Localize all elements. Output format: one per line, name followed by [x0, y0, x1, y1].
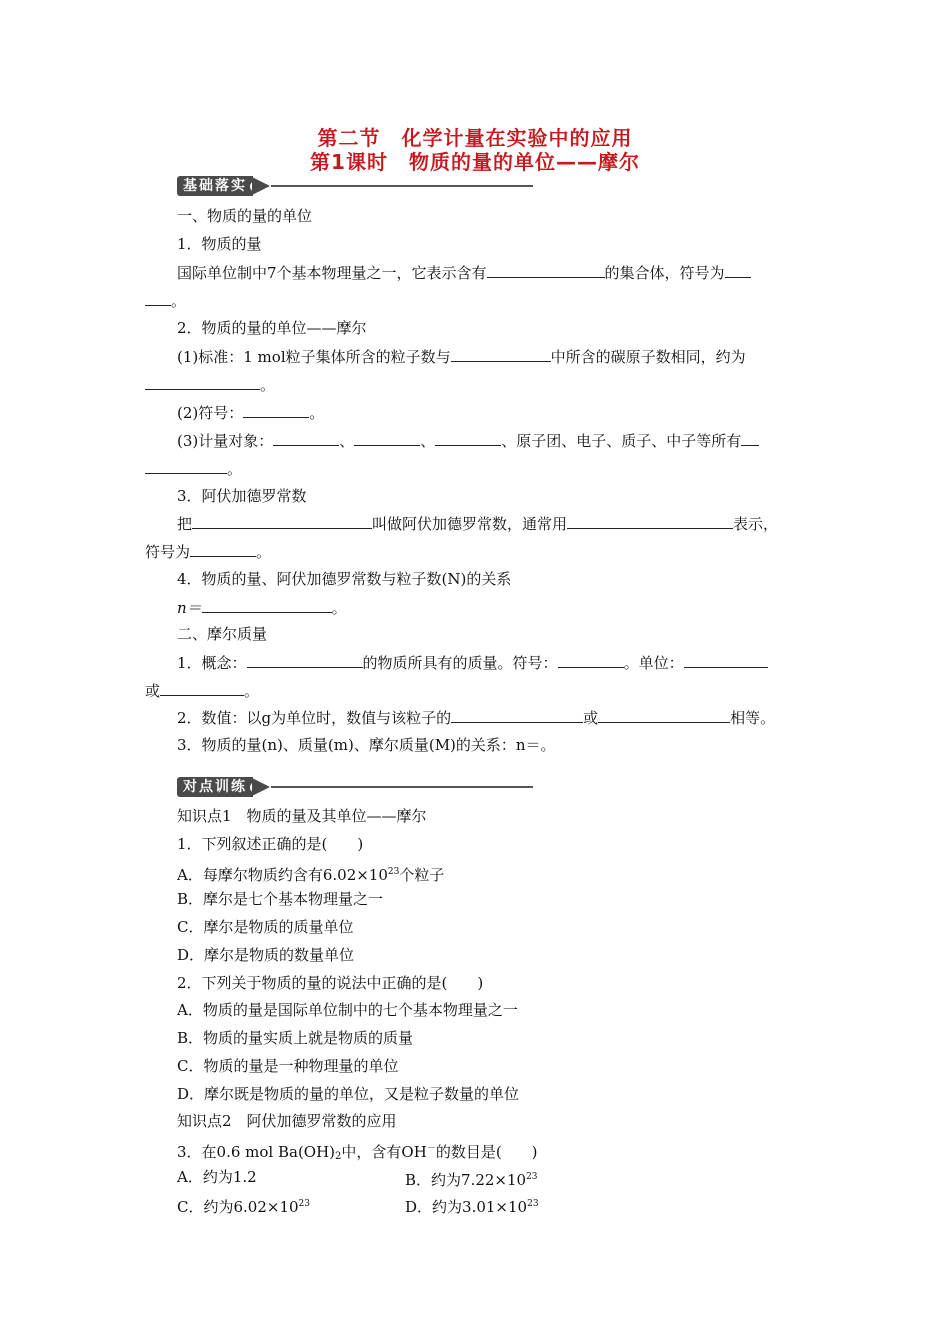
option[interactable]: D．摩尔既是物质的量的单位，又是粒子数量的单位 [177, 1085, 520, 1103]
section-divider [271, 786, 533, 788]
text: D．约为3.01×10 [405, 1198, 528, 1216]
fill-blank[interactable] [190, 541, 256, 557]
fill-blank[interactable] [202, 597, 332, 613]
text: 的数目是( ) [435, 1143, 538, 1161]
knowledge-point: 知识点1 物质的量及其单位——摩尔 [177, 807, 427, 825]
text: 或 [583, 709, 599, 727]
text: 的集合体，符号为 [604, 264, 725, 282]
superscript: 23 [527, 1199, 539, 1209]
text-line [177, 652, 768, 673]
section-label: 基础落实 [177, 176, 253, 196]
fill-blank[interactable] [558, 652, 624, 668]
text: 国际单位制中7个基本物理量之一，它表示含有 [177, 264, 487, 282]
fill-blank[interactable] [451, 346, 551, 362]
text: 中所含的碳原子数相同，约为 [550, 348, 746, 366]
text: (1)标准：1 mol粒子集体所含的粒子数与 [177, 348, 451, 366]
text-line: 3．物质的量(n)、质量(m)、摩尔质量(M)的关系：n＝。 [177, 736, 556, 754]
subheading: 2．物质的量的单位——摩尔 [177, 319, 367, 337]
text: 个粒子 [399, 866, 445, 884]
section-header-practice [177, 777, 533, 797]
text: 相等。 [730, 709, 776, 727]
text-line [145, 290, 186, 311]
section-title: 第二节 化学计量在实验中的应用 [317, 126, 633, 150]
text: C．约为6.02×10 [177, 1198, 299, 1216]
text: 、 [339, 432, 355, 450]
option[interactable]: D．摩尔是物质的数量单位 [177, 946, 355, 964]
text: 。单位： [623, 654, 684, 672]
text: 2．数值：以g为单位时，数值与该粒子的 [177, 709, 452, 727]
lesson-title: 第1课时 物质的量的单位——摩尔 [310, 150, 640, 174]
formula-line [177, 597, 347, 618]
text: 叫做阿伏加德罗常数，通常用 [372, 515, 568, 533]
text: 1．概念： [177, 654, 247, 672]
text-line [145, 374, 275, 395]
fill-blank[interactable] [145, 290, 171, 306]
fill-blank[interactable] [145, 458, 227, 474]
text: 。 [171, 292, 187, 310]
option[interactable]: A．约为1.2 [177, 1168, 257, 1186]
text-line [145, 680, 259, 701]
text: 。 [227, 460, 243, 478]
fill-blank[interactable] [192, 513, 372, 529]
question: 2．下列关于物质的量的说法中正确的是( ) [177, 974, 484, 992]
subheading: 3．阿伏加德罗常数 [177, 487, 307, 505]
text: 表示， [733, 515, 779, 533]
fill-blank[interactable] [487, 262, 605, 278]
text: A．每摩尔物质约含有6.02×10 [177, 866, 388, 884]
fill-blank[interactable] [435, 430, 501, 446]
question: 1．下列叙述正确的是( ) [177, 835, 364, 853]
section-tail-shape [252, 778, 270, 796]
superscript: 23 [526, 1172, 538, 1182]
option[interactable] [177, 862, 444, 885]
option[interactable] [405, 1167, 538, 1190]
text: 。 [256, 543, 272, 561]
fill-blank[interactable] [273, 430, 339, 446]
text: 。 [260, 376, 276, 394]
text: 符号为 [145, 543, 191, 561]
text: 中，含有OH [341, 1143, 427, 1161]
section-label: 对点训练 [177, 777, 253, 797]
formula: n＝ [177, 599, 202, 617]
text: B．约为7.22×10 [405, 1171, 527, 1189]
fill-blank[interactable] [160, 680, 244, 696]
text: 。 [244, 682, 260, 700]
question [177, 1139, 538, 1167]
text: 或 [145, 682, 161, 700]
text-line [145, 541, 271, 562]
subheading: 4．物质的量、阿伏加德罗常数与粒子数(N)的关系 [177, 570, 512, 588]
section-header-basics [177, 176, 533, 196]
text: 的物质所具有的质量。符号： [362, 654, 558, 672]
subscript: 2 [335, 1151, 342, 1162]
section-tail-shape [252, 177, 270, 195]
subheading: 1．物质的量 [177, 235, 262, 253]
text: 3．在0.6 mol Ba(OH) [177, 1143, 336, 1161]
fill-blank[interactable] [725, 262, 751, 278]
section-divider [271, 185, 533, 187]
text-line [177, 402, 324, 423]
text: (3)计量对象： [177, 432, 274, 450]
fill-blank[interactable] [451, 707, 583, 723]
fill-blank[interactable] [741, 430, 759, 446]
superscript: 23 [298, 1199, 310, 1209]
option[interactable]: B．摩尔是七个基本物理量之一 [177, 890, 384, 908]
text-line [177, 262, 751, 283]
text-line [177, 430, 759, 451]
option[interactable]: A．物质的量是国际单位制中的七个基本物理量之一 [177, 1001, 518, 1019]
text: 、原子团、电子、质子、中子等所有 [501, 432, 742, 450]
text: 。 [309, 404, 325, 422]
text: 、 [420, 432, 436, 450]
text: 。 [331, 599, 347, 617]
fill-blank[interactable] [684, 652, 768, 668]
option[interactable] [177, 1194, 310, 1217]
superscript: 23 [387, 867, 400, 877]
fill-blank[interactable] [598, 707, 730, 723]
superscript: － [426, 1144, 436, 1154]
fill-blank[interactable] [567, 513, 733, 529]
option[interactable]: C．物质的量是一种物理量的单位 [177, 1057, 399, 1075]
knowledge-point: 知识点2 阿伏加德罗常数的应用 [177, 1112, 397, 1130]
option[interactable] [405, 1194, 539, 1217]
text: 把 [177, 515, 193, 533]
fill-blank[interactable] [243, 402, 309, 418]
option[interactable]: C．摩尔是物质的质量单位 [177, 918, 354, 936]
text-line [177, 346, 746, 367]
text-line [177, 513, 778, 534]
fill-blank[interactable] [145, 374, 260, 390]
text: (2)符号： [177, 404, 244, 422]
text-line [177, 707, 775, 728]
heading-molar-mass: 二、摩尔质量 [177, 625, 268, 643]
option[interactable]: B．物质的量实质上就是物质的质量 [177, 1029, 414, 1047]
heading-unit: 一、物质的量的单位 [177, 207, 313, 225]
text-line [145, 458, 242, 479]
fill-blank[interactable] [354, 430, 420, 446]
fill-blank[interactable] [247, 652, 363, 668]
